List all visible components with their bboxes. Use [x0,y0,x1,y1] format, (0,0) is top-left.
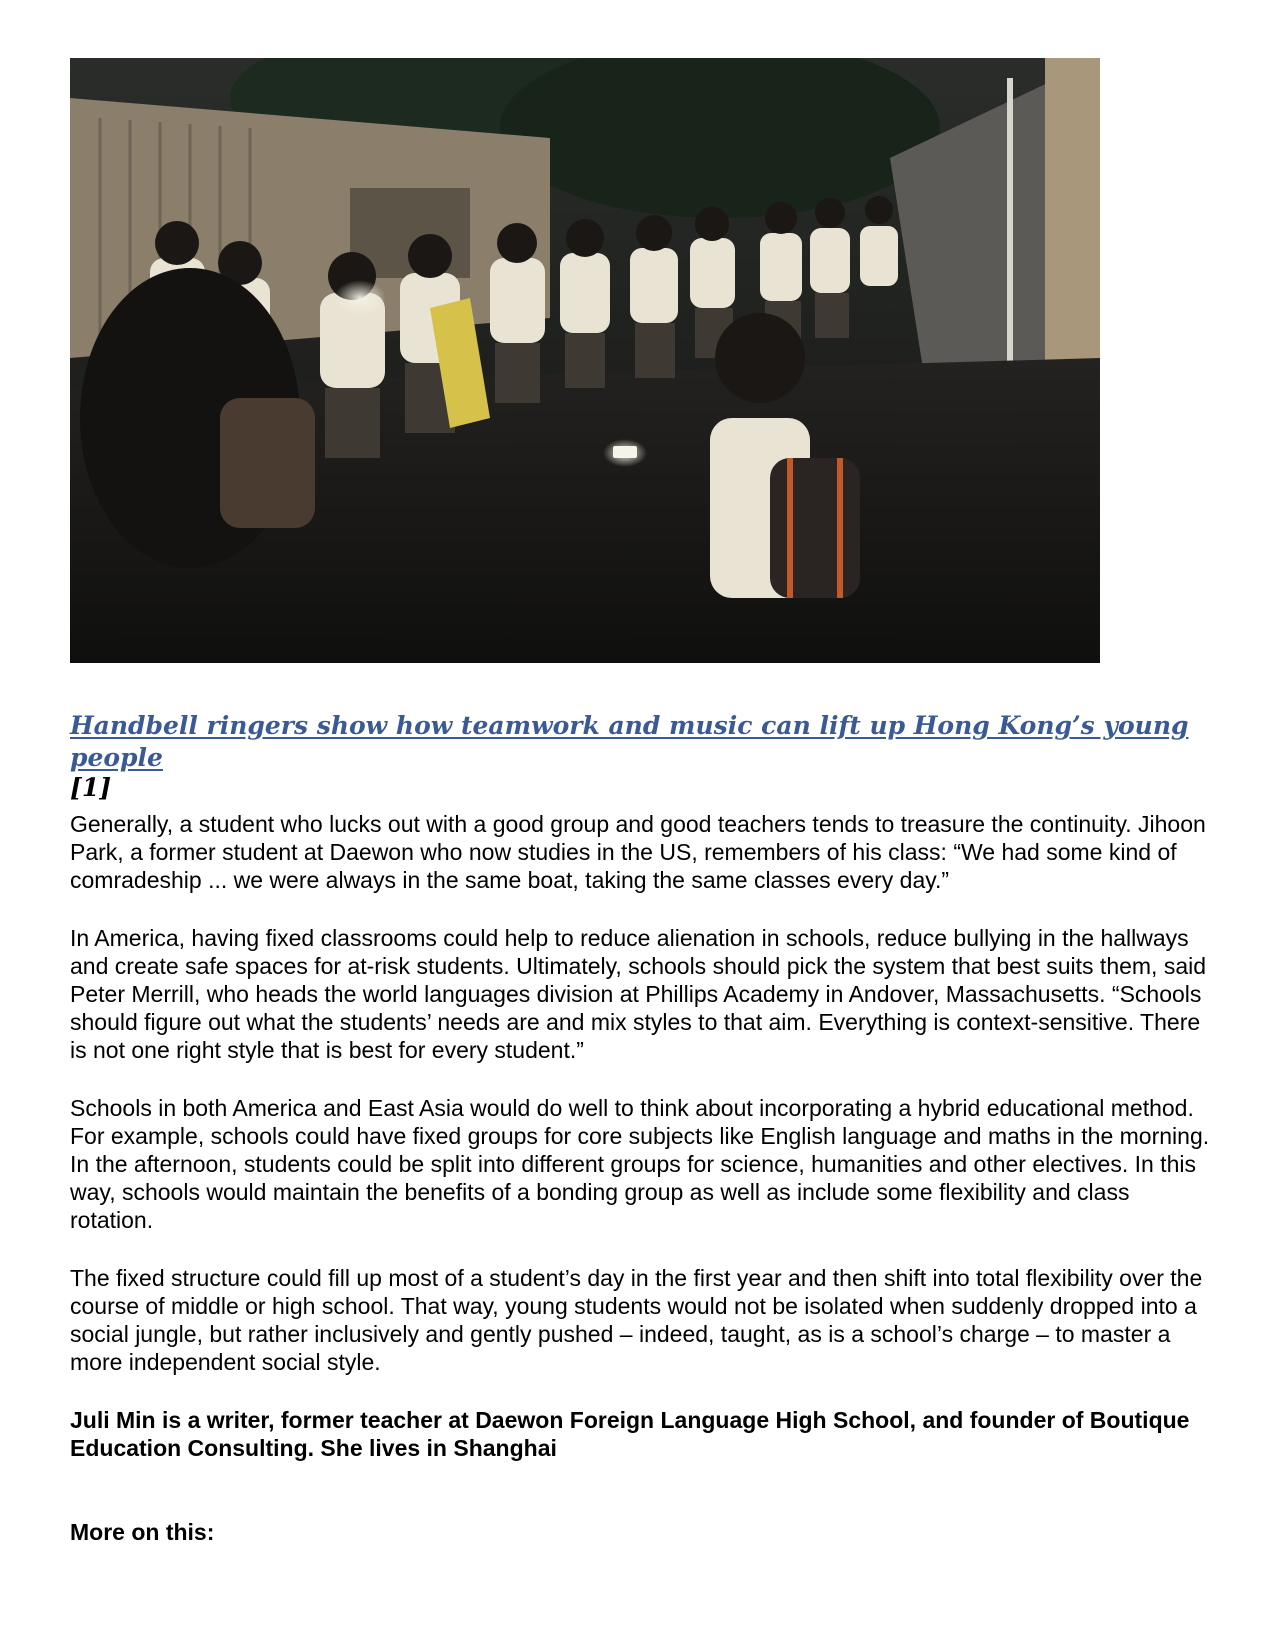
paragraph: Schools in both America and East Asia would do well to think about incorporating a hybrid educational method. For example, schools could have fixed groups for core subjects like English language and maths in the morning. In the afternoon, students could be split into different groups for science, humanities and other electives. In this way, schools would maintain the benefits of a bonding group as well as include some flexibility and class rotation. [70,1095,1210,1233]
related-article-link[interactable]: Handbell ringers show how teamwork and music can lift up Hong Kong’s young people [70,711,1189,772]
article-body [70,710,1210,1546]
author-bio: Juli Min is a writer, former teacher at Daewon Foreign Language High School, and founder of Boutique Education Consulting. She lives in Shanghai [70,1407,1190,1461]
paragraph: The fixed structure could fill up most of a student’s day in the first year and then shift into total flexibility over the course of middle or high school. That way, young students would not be isolated when suddenly dropped into a social jungle, but rather inclusively and gently pushed – indeed, taught, as is a school’s charge – to master a more independent social style. [70,1265,1203,1375]
related-headline [70,710,1210,802]
more-on-this-heading: More on this: [70,1519,215,1545]
paragraph: In America, having fixed classrooms could help to reduce alienation in schools, reduce bullying in the hallways and create safe spaces for at-risk students. Ultimately, schools should pick the system that best suits them, said Peter Merrill, who heads the world languages division at Phillips Academy in Andover, Massachusetts. “Schools should figure out what the students’ needs are and mix styles to that aim. Everything is context-sensitive. There is not one right style that is best for every student.” [70,925,1207,1063]
paragraph: Generally, a student who lucks out with a good group and good teachers tends to treasure the continuity. Jihoon Park, a former student at Daewon who now studies in the US, remembers of his class: “We had some kind of comradeship ... we were always in the same boat, taking the same classes every day.” [70,811,1206,893]
students-night-photo [70,58,1100,663]
article-photo [70,58,1100,663]
footnote-marker: [1] [70,773,112,802]
